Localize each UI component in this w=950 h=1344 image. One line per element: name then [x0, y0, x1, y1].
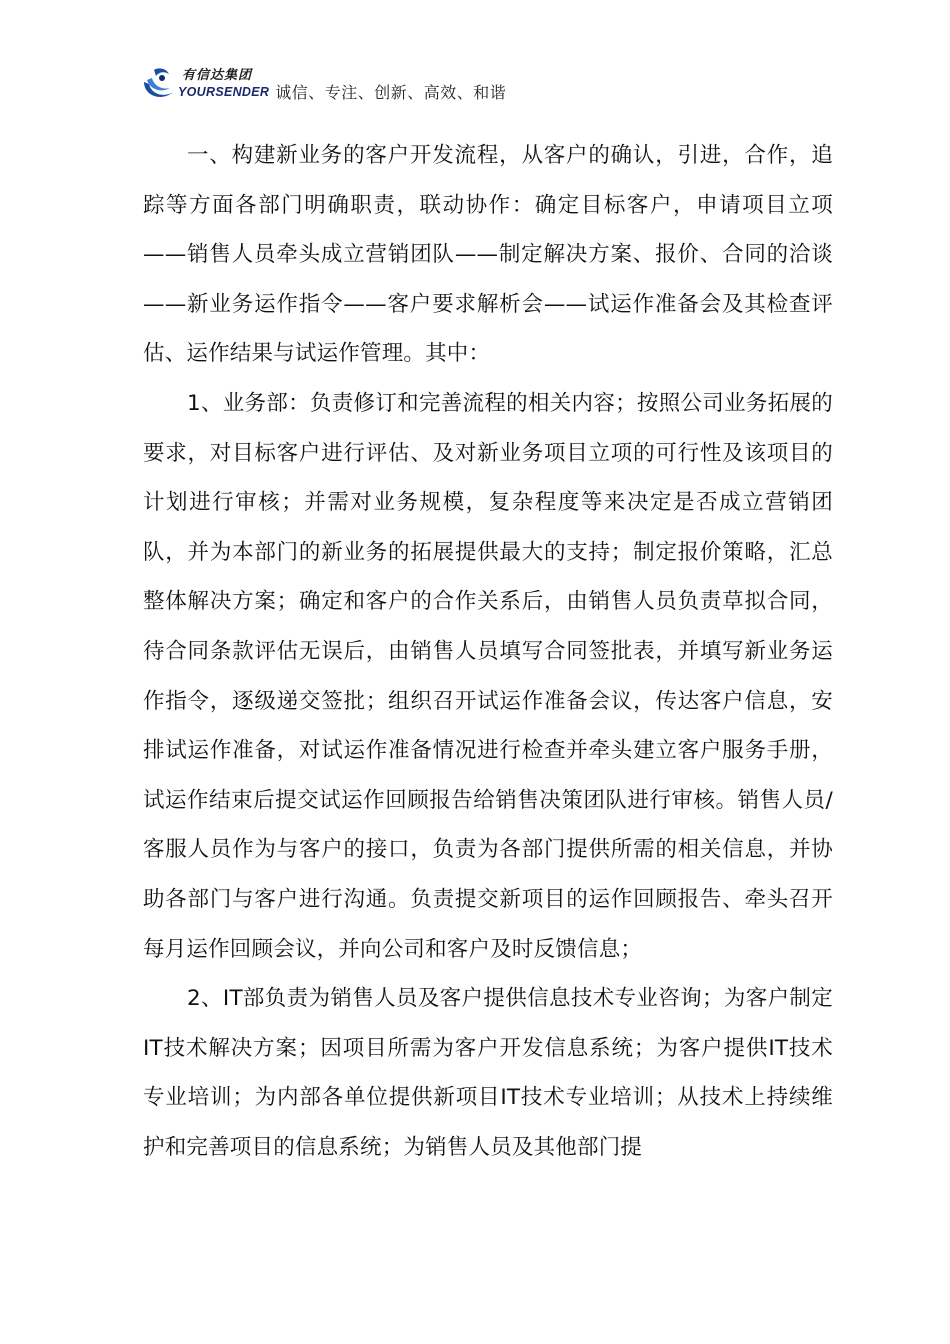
company-slogan: 诚信、专注、创新、高效、和谐 — [275, 82, 507, 102]
company-logo-icon — [140, 64, 176, 104]
page-header — [140, 62, 506, 106]
logo-wordmark — [178, 69, 269, 99]
logo-chinese-name: 有信达集团 — [182, 68, 253, 84]
paragraph-it-department: 2、IT部负责为销售人员及客户提供信息技术专业咨询；为客户制定IT技术解决方案；因项目所需为客户开发信息系统；为客户提供IT技术专业培训；为内部各单位提供新项目IT技术专业培训；从技术上持续维护和完善项目的信息系统；为销售人员及其他部门提 — [143, 986, 833, 1160]
paragraph-business-department: 1、业务部：负责修订和完善流程的相关内容；按照公司业务拓展的要求，对目标客户进行评估、及对新业务项目立项的可行性及该项目的计划进行审核；并需对业务规模，复杂程度等来决定是否成立营销团队，并为本部门的新业务的拓展提供最大的支持；制定报价策略，汇总整体解决方案；确定和客户的合作关系后，由销售人员负责草拟合同，待合同条款评估无误后，由销售人员填写合同签批表，并填写新业务运作指令，逐级递交签批；组织召开试运作准备会议，传达客户信息，安排试运作准备，对试运作准备情况进行检查并牵头建立客户服务手册，试运作结束后提交试运作回顾报告给销售决策团队进行审核。销售人员/客服人员作为与客户的接口，负责为各部门提供所需的相关信息，并协助各部门与客户进行沟通。负责提交新项目的运作回顾报告、牵头召开每月运作回顾会议，并向公司和客户及时反馈信息； — [143, 390, 833, 962]
paragraph-client-development-process: 一、构建新业务的客户开发流程，从客户的确认，引进，合作，追踪等方面各部门明确职责，联动协作：确定目标客户，申请项目立项——销售人员牵头成立营销团队——制定解决方案、报价、合同的洽谈——新业务运作指令——客户要求解析会——试运作准备会及其检查评估、运作结果与试运作管理。其中： — [143, 143, 833, 367]
document-body — [143, 131, 833, 1172]
logo-english-name: YOURSENDER — [178, 85, 270, 100]
